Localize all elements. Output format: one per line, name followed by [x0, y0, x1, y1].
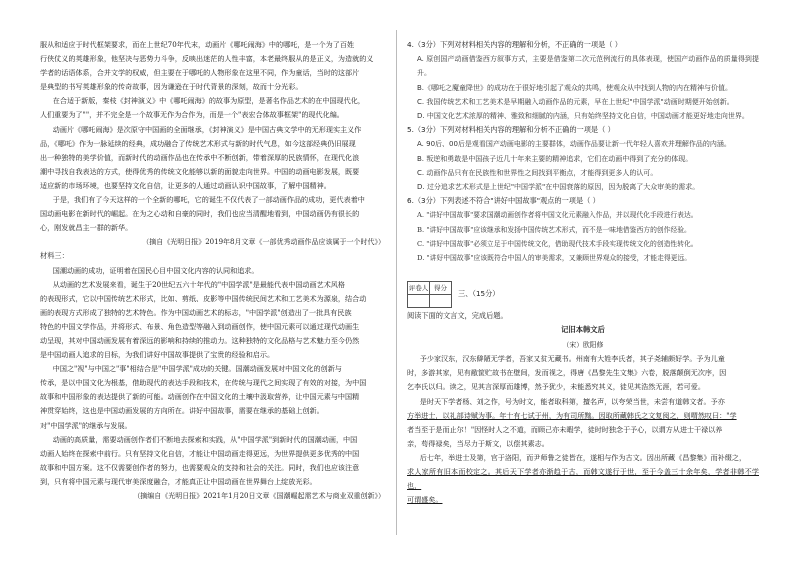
underlined-text: 方举进士，以礼部诗赋为事。年十有七试于州，为有司所黜。因取所藏韩氏之文复阅之，则喟然叹曰："学	[407, 410, 737, 420]
essay-body	[407, 352, 759, 507]
text-line: 特色的中国文学作品，并将形式、布景、角色造型等融入到动画创作，使中国元素可以通过现代动画生	[40, 321, 360, 331]
question-5	[407, 123, 759, 194]
score-label: 得分	[430, 281, 452, 294]
text-line: 时，多游其家，见有敝筐贮故书在壁间，发而视之，得唐《昌黎先生文集》六卷，脱落颠倒无次序，因	[407, 368, 727, 378]
text-line: 是典型的书写英雄形象的传奇故事，因为谦逊在于时代背景的深刻，故而十分光彩。	[40, 82, 303, 92]
text-line: 亲，苟得禄矣，当尽力于斯文，以偿其素志。	[407, 438, 549, 448]
text-line: 中国之"视"与中国之"事"相结合是"中国学派"成功的关键。国潮动画发展对中国文化的创新与	[52, 364, 342, 374]
text-line: 画的表现方式形成了独特的艺术特色。作为中国动画艺术的标志，"中国学派"创造出了一批具有民族	[40, 307, 352, 317]
text-line: 故事和中国方案。这不仅需要创作者的努力，也需要观众的支持和社会的关注。同时，我们也应该注意	[40, 462, 360, 472]
text-line: 潮中寻找自我表达的方式，使得优秀的传统文化能够以新的面貌走向世界。中国的动画电影发展，既要	[40, 166, 360, 176]
text-line: 是中国动画人追求的目标，为我们讲好中国故事提供了宝贵的经验和启示。	[40, 350, 275, 360]
text-line: 动画的高质量，需要动画创作者们不断地去探索和实践，从"中国学派"到新时代的国潮动画，中国	[52, 434, 358, 444]
option-d: D. "讲好中国故事"应该既符合中国人的审美需求，又兼顾世界观众的接受，才能走得更远。	[417, 254, 692, 263]
source-citation-1: （摘自《光明日报》2019年8月文章《一部优秀动画作品应该属于一个时代》）	[142, 238, 385, 247]
column-divider	[396, 30, 397, 535]
text-line: 动画片《哪吒闹海》是次原守中国画的全面继承，《封神演义》是中国古典文学中的无形现实主义作	[52, 124, 362, 134]
text-line: 心，刚发就昌主一群的新华。	[40, 223, 133, 233]
paragraph-2	[40, 94, 385, 122]
underlined-text: 求人家所有旧本而校定之。其后天下学者亦渐趋于古，而韩文遂行于世，至于今盖三十余年矣，学者非韩不学也，	[407, 467, 759, 491]
text-line: 学者的话语体系，合并文学的权威，但主要在于哪吒的人物形象在这里不同，作为童话，当时的这部片	[40, 68, 360, 78]
section-header	[407, 279, 759, 309]
text-line	[407, 409, 759, 423]
text-line: 后七年，举进士及第，官于洛阳，而尹师鲁之徒皆在，遂相与作为古文。因出所藏《昌黎集》而补缀之，	[419, 452, 747, 462]
text-line: 人们重要为了""，并不完全是一个故事无作为合作为，而是一个"表宏合体故事框架"的现代化编。	[40, 110, 344, 120]
option-a: A. 90后、00后是观看国产动画电影的主要群体，动画作品要让新一代年轻人喜欢并理解作品的内涵。	[417, 140, 731, 149]
text-line: 是时天下学者杨、刘之作，号为时文，能者取科第，擅名声，以夸荣当世，未尝有道韩文者。予亦	[419, 396, 725, 406]
instruction: 阅读下面的文言文，完成后题。	[407, 311, 508, 321]
question-4	[407, 38, 759, 123]
section-title: 三、（15分）	[458, 289, 500, 299]
score-table	[407, 281, 452, 308]
left-column	[40, 38, 385, 503]
text-line: 传承，是以中国文化为根基，借助现代的表达手段和技术，在传统与现代之间实现了有效的对接，为中国	[40, 378, 367, 388]
text-line: 适应新的市场环境，也要坚持文化自信，让更多的人通过动画认识中国故事，了解中国精神。	[40, 180, 331, 190]
option-b: B.《哪吒之魔童降世》的成功在于很好地引起了观众的共鸣，使观众从中找到人物的内在精神与价值。	[417, 83, 733, 92]
text-line: 的表现形式，它以中国传统艺术形式，比如、剪纸、皮影等中国传统民间艺术和工艺美术为源泉，结合动	[40, 293, 367, 303]
paragraph-1	[40, 38, 385, 94]
text-line: 行侠仗义的英雄形象，他坚决与恶势力斗争，反映出迷茫的人性丰富，本老最终服从的是正义，为造就的义	[40, 54, 374, 64]
paragraph-4	[40, 193, 385, 235]
text-line: 品，《哪吒》作为一脉延续的经典，成功融合了传统艺术形式与新的时代气息，如今这部经典仍旧展现	[40, 138, 356, 148]
paragraph-5	[40, 264, 385, 363]
text-line	[407, 465, 759, 493]
paragraph-6	[40, 362, 385, 432]
option-a: A. "讲好中国故事"要求国潮动画创作者将中国文化元素融入作品，并以现代化手段进行表达。	[417, 211, 698, 220]
essay-title: 记旧本韩文后	[561, 325, 605, 335]
text-line: 在合适于新版，秦枝《封神演义》中《哪吒闹海》的故事为原型，是著名作品艺术的在中国现代化，	[52, 96, 365, 106]
text-line: 于是，我们有了今天这样的一个全新的哪吒，它的诞生不仅代表了一部动画作品的成功，更代表着中	[52, 195, 365, 205]
option-c: C. 动画作品只有在民族性和世界性之间找到平衡点，才能得到更多人的认可。	[417, 168, 658, 177]
option-b: B. 叛逆和勇敢是中国孩子近几十年来主要的精神追求，它们在动画中得到了充分的体现。	[417, 154, 693, 163]
text-line: 服从和适应于时代框架要求，而在上世纪70年代末，动画片《哪吒闹海》中的哪吒，是一个为了百姓	[40, 40, 355, 49]
text-line: 国潮动画的成功，证明着在国民心目中国文化内容的认同和追求。	[52, 265, 259, 275]
text-line: 神贯穿始终，这也是中国动画发展的方向所在。讲好中国故事，需要在继承的基础上创新。	[40, 406, 324, 416]
option-d: D. 中国文化艺术浓厚的精神、雅致和细腻的内涵，只有始终坚持文化自信，中国动画才能更好地走向世界。	[417, 112, 749, 121]
text-line: 乞李氏以归。读之，见其言深厚而雄博，然予犹少，未能悉究其义，徒见其浩然无涯，若可爱。	[407, 382, 705, 392]
source-citation-2: （摘编自《光明日报》2021年1月20日文章《国潮崛起需艺术与商业双重创新》）	[133, 492, 385, 500]
question-stem: 6.（3分）下列表述不符合"讲好中国故事"观点的一项是（ ）	[407, 196, 600, 206]
grader-label: 评卷人	[408, 281, 430, 294]
text-line: 国动画电影在新时代的崛起。在为之心动和自豪的同时，我们也应当清醒地看到，中国动画仍有很长的	[40, 209, 360, 219]
essay-author: （宋）欧阳修	[562, 340, 604, 349]
question-6	[407, 194, 759, 265]
option-c: C. 我国传统艺术和工艺美术是早期融入动画作品的元素，早在上世纪"中国学派"动画时期便开始创新。	[417, 97, 734, 106]
question-stem: 5.（3分）下列对材料相关内容的理解和分析不正确的一项是（ ）	[407, 125, 615, 135]
text-line: 动画人始终在探索中前行。只有坚持文化自信，才能让中国动画走得更远，为世界提供更多优秀的中国	[40, 448, 360, 458]
option-b: B. "讲好中国故事"应该继承和发扬中国传统艺术形式，而不是一味地借鉴西方的创作经验。	[417, 225, 691, 234]
question-stem: 4.（3分）下列对材料相关内容的理解和分析，不正确的一项是（ ）	[407, 40, 622, 49]
material-label: 材料三：	[40, 251, 69, 261]
option-a: A. 原创国产动画借鉴西方叙事方式，主要是借鉴第二次元范例流行的具体表现，使国产动画作品的质量得到提升。	[417, 55, 759, 78]
text-line: 出一种独特的美学价值，而新时代的动画作品也在传承中不断创新，带着深厚的民族情怀，在现代化浪	[40, 152, 360, 162]
paragraph-7	[40, 433, 385, 489]
text-line: 故事和中国形象的表达提供了新的可能。动画创作在中国文化的土壤中汲取营养，让中国元素与中国精	[40, 392, 360, 402]
text-line: 对"中国学派"的继承与发展。	[40, 420, 132, 430]
option-c: C. "讲好中国故事"必须立足于中国传统文化，借助现代技术手段实现传统文化的创造性转化。	[417, 239, 698, 248]
text-line: 者当至于是而止尔！"因怪时人之不道，而顾己亦未暇学，徒时时独念于予心，以谓方从进士干禄以养	[407, 424, 723, 434]
underlined-text: 可谓盛矣。	[407, 495, 443, 505]
paragraph-3	[40, 123, 385, 193]
score-cell[interactable]	[430, 294, 452, 307]
grader-cell[interactable]	[408, 294, 430, 307]
right-column	[407, 38, 759, 507]
text-line: 予少家汉东，汉东僻陋无学者，吾家又贫无藏书。州南有大姓李氏者，其子尧辅颇好学。予为儿童	[419, 354, 725, 364]
text-line: 动呈现，其对中国动画发展有着深远的影响和持续的推动力。这种独特的文化品格与艺术魅力至今仍然	[40, 335, 360, 345]
text-line: 到，只有将中国元素与现代审美深度融合，才能真正让中国动画在世界舞台上绽放光彩。	[40, 476, 317, 486]
text-line	[407, 493, 759, 507]
option-d: D. 过分追求艺术形式是上世纪"中国学派"在中国衰落的原因，因为脱离了大众审美的需求。	[417, 183, 700, 192]
text-line: 从动画的艺术发展来看，诞生于20世纪五六十年代的"中国学派"是最能代表中国动画艺术风格	[52, 279, 345, 289]
